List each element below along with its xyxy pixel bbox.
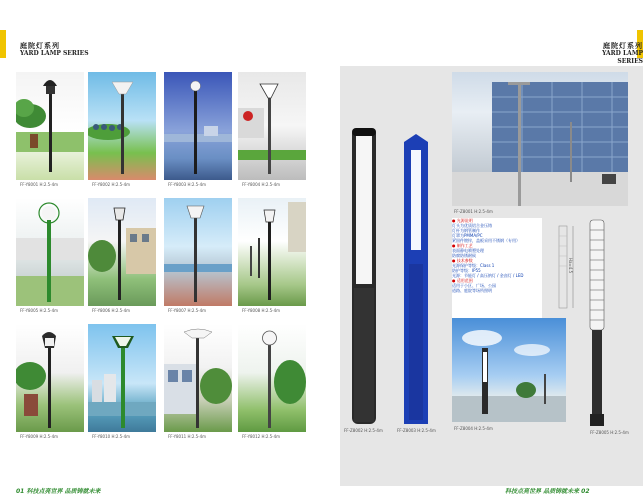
product-photo-y8011 xyxy=(164,324,232,432)
product-photo-y8008 xyxy=(238,198,306,306)
caption-z8004: FF-Z8004 H:2.5-4m xyxy=(454,426,493,431)
caption-y8010: FF-Y8010 H:2.5-4m xyxy=(92,434,131,439)
product-photo-y8006 xyxy=(88,198,156,306)
caption-z8001: FF-Z8001 H:2.5-4m xyxy=(454,209,493,214)
spec-line: 灯罩为PMMA/PC xyxy=(452,233,483,238)
caption-z8003: FF-Z8003 H:2.5-4m xyxy=(397,428,436,433)
product-photo-z8003 xyxy=(396,132,436,426)
product-photo-y8002 xyxy=(88,72,156,180)
product-photo-y8009 xyxy=(16,324,84,432)
right-series-title-cn: 庭院灯系列 xyxy=(603,41,643,50)
product-photo-z8001 xyxy=(452,72,628,206)
product-photo-z8004 xyxy=(452,318,566,422)
product-photo-y8003 xyxy=(164,72,232,180)
spec-line: 灯杆为钢管制作 xyxy=(452,228,480,233)
spec-line: 防护等级：IP55 xyxy=(452,268,481,273)
caption-y8002: FF-Y8002 H:2.5-4m xyxy=(92,182,131,187)
spec-line: 光源：节能灯 / 高压钠灯 / 金卤灯 / LED xyxy=(452,273,524,278)
product-photo-y8007 xyxy=(164,198,232,306)
right-series-title-en: YARD LAMP SERIES xyxy=(602,50,643,65)
caption-y8003: FF-Y8003 H:2.5-4m xyxy=(168,182,207,187)
spec-line: 灯头为优质铝合金压铸 xyxy=(452,223,492,228)
caption-y8004: FF-Y8004 H:2.5-4m xyxy=(242,182,281,187)
left-page-footer: 01 科技点亮世界 品质铸就未来 xyxy=(16,488,101,495)
spec-text-block xyxy=(452,218,542,318)
left-series-header xyxy=(20,42,89,58)
spec-line: 紧固件镀锌，盖板采用不锈钢（专用） xyxy=(452,238,520,243)
spec-line: 道路、庭院等场所照明 xyxy=(452,288,492,293)
caption-y8009: FF-Y8009 H:2.5-4m xyxy=(20,434,59,439)
spec-lines xyxy=(452,218,542,293)
caption-y8008: FF-Y8008 H:2.5-4m xyxy=(242,308,281,313)
caption-y8005: FF-Y8005 H:2.5-4m xyxy=(20,308,59,313)
product-photo-y8010 xyxy=(88,324,156,432)
spec-line: ● 光源说明 xyxy=(452,218,473,223)
product-photo-z8002 xyxy=(342,118,386,426)
spec-line: ● 适用范围 xyxy=(452,278,473,283)
caption-y8012: FF-Y8012 H:2.5-4m xyxy=(242,434,281,439)
product-photo-y8012 xyxy=(238,324,306,432)
right-series-header xyxy=(576,42,643,66)
spec-line: ● 制作工艺 xyxy=(452,243,473,248)
caption-y8007: FF-Y8007 H:2.5-4m xyxy=(168,308,207,313)
left-page-tab xyxy=(0,30,6,58)
product-photo-y8005 xyxy=(16,198,84,306)
spec-line: 光源保护等级：Class 1 xyxy=(452,263,495,268)
right-page-footer: 科技点亮世界 品质铸就未来 02 xyxy=(505,488,590,495)
left-series-title-en: YARD LAMP SERIES xyxy=(20,50,89,57)
spec-line: 表面静电喷塑处理 xyxy=(452,248,484,253)
caption-z8002: FF-Z8002 H:2.5-4m xyxy=(344,428,383,433)
spec-line: ● 技术参数 xyxy=(452,258,473,263)
left-series-title-cn: 庭院灯系列 xyxy=(20,41,60,50)
product-photo-y8001 xyxy=(16,72,84,180)
caption-z8005: FF-Z8005 H:2.5-4m xyxy=(590,430,629,435)
caption-y8006: FF-Y8006 H:2.5-4m xyxy=(92,308,131,313)
product-photo-y8004 xyxy=(238,72,306,180)
caption-y8011: FF-Y8011 H:2.5-4m xyxy=(168,434,207,439)
spec-line: 防腐防锈耐候 xyxy=(452,253,476,258)
product-photo-z8005 xyxy=(582,218,612,428)
dimension-label: Ha=4.5 xyxy=(568,258,573,274)
spec-line: 适用于小区、广场、公园 xyxy=(452,283,496,288)
caption-y8001: FF-Y8001 H:2.5-4m xyxy=(20,182,59,187)
